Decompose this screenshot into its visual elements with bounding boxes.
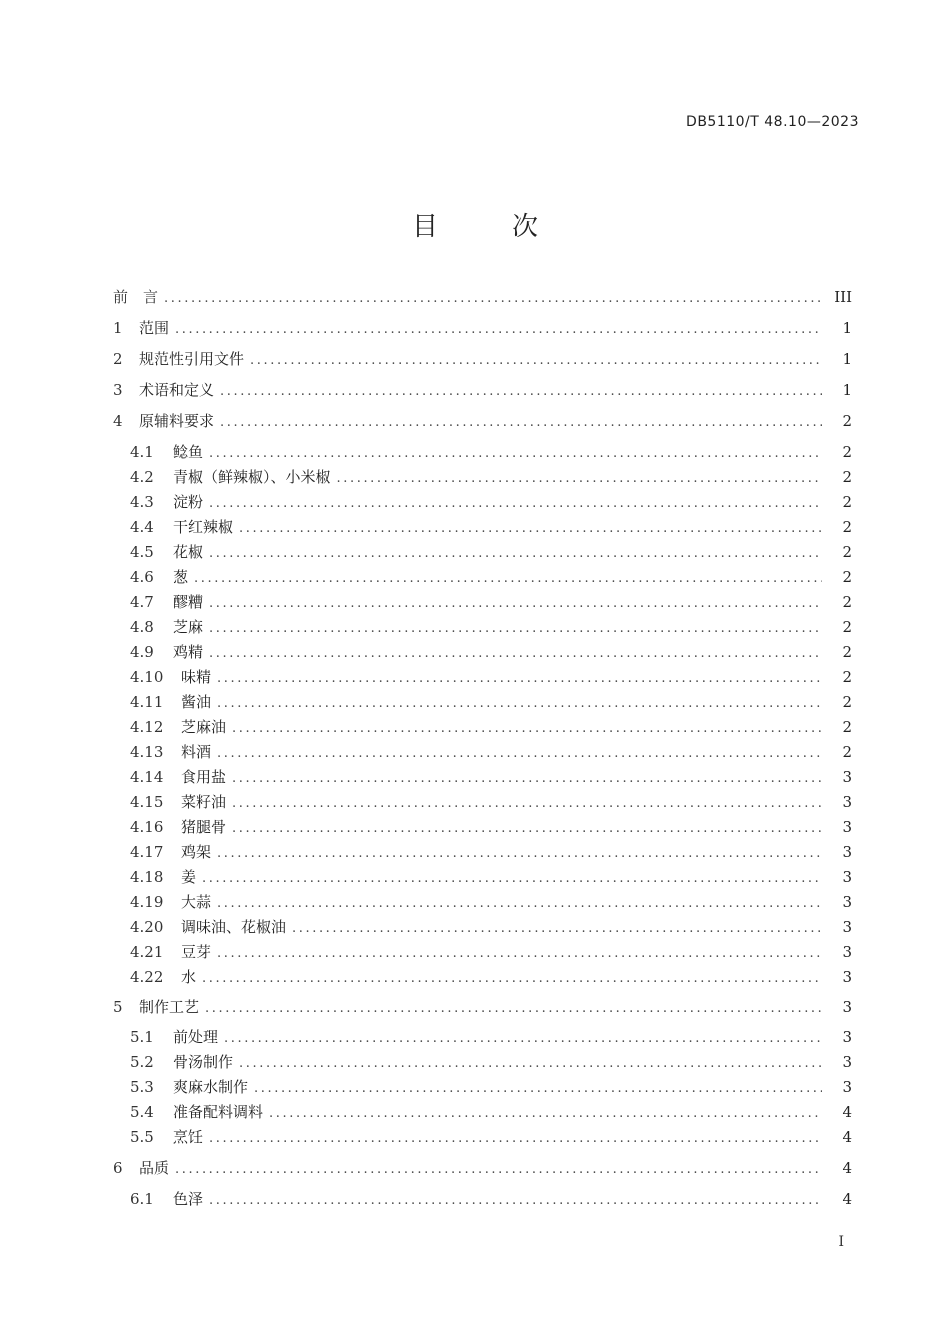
toc-leader-dots: [220, 412, 822, 434]
toc-entry-title: 料酒: [181, 743, 212, 761]
toc-leader-dots: [164, 288, 822, 310]
toc-entry-number: 4.6: [130, 568, 154, 586]
toc-entry-title: 前处理: [173, 1028, 219, 1046]
toc-entry[interactable]: [113, 410, 852, 432]
toc-entry-title: 准备配料调料: [173, 1103, 264, 1121]
toc-entry-number: 4.10: [130, 668, 164, 686]
toc-leader-dots: [232, 818, 822, 840]
toc-entry-title: 品质: [139, 1159, 170, 1177]
toc-entry-page: 3: [842, 1028, 852, 1046]
toc-entry-title: 爽麻水制作: [173, 1078, 249, 1096]
toc-entry-page: 3: [842, 918, 852, 936]
toc-entry-title: 骨汤制作: [173, 1053, 234, 1071]
toc-entry[interactable]: [130, 891, 852, 913]
toc-leader-dots: [209, 493, 822, 515]
toc-entry-number: 4.21: [130, 943, 164, 961]
toc-leader-dots: [224, 1028, 822, 1050]
toc-entry[interactable]: [130, 716, 852, 738]
toc-leader-dots: [239, 518, 822, 540]
toc-entry-page: 3: [842, 868, 852, 886]
toc-entry-title: 食用盐: [181, 768, 227, 786]
toc-leader-dots: [175, 1159, 822, 1181]
toc-entry-title: 水: [181, 968, 197, 986]
toc-entry[interactable]: [130, 1126, 852, 1148]
toc-entry-title: 芝麻油: [181, 718, 227, 736]
toc-leader-dots: [209, 543, 822, 565]
toc-entry-number: 4.20: [130, 918, 164, 936]
toc-entry-page: 3: [842, 893, 852, 911]
toc-entry[interactable]: [130, 941, 852, 963]
toc-leader-dots: [250, 350, 822, 372]
toc-entry-title: 色泽: [173, 1190, 204, 1208]
toc-entry-number: 4.13: [130, 743, 164, 761]
toc-leader-dots: [254, 1078, 822, 1100]
toc-entry-page: 3: [842, 1078, 852, 1096]
toc-entry[interactable]: [130, 766, 852, 788]
toc-leader-dots: [217, 843, 822, 865]
toc-entry-title: 干红辣椒: [173, 518, 234, 536]
toc-entry-number: 6: [113, 1159, 123, 1177]
toc-entry-number: 5.4: [130, 1103, 154, 1121]
toc-entry-page: 2: [842, 412, 852, 430]
toc-entry-page: 2: [842, 693, 852, 711]
toc-entry-title: 烹饪: [173, 1128, 204, 1146]
toc-entry-title: 调味油、花椒油: [181, 918, 287, 936]
toc-entry-title: 鸡架: [181, 843, 212, 861]
toc-entry-number: 5.1: [130, 1028, 154, 1046]
toc-entry-page: 2: [842, 593, 852, 611]
toc-entry[interactable]: [130, 1076, 852, 1098]
toc-entry-title: 大蒜: [181, 893, 212, 911]
toc-entry-title: 原辅料要求: [139, 412, 215, 430]
toc-entry-number: 4.16: [130, 818, 164, 836]
toc-entry-number: 4.15: [130, 793, 164, 811]
toc-entry-page: 2: [842, 618, 852, 636]
toc-entry[interactable]: [130, 641, 852, 663]
toc-entry-title: 醪糟: [173, 593, 204, 611]
toc-entry[interactable]: [113, 286, 852, 308]
toc-leader-dots: [232, 768, 822, 790]
toc-entry-title: 菜籽油: [181, 793, 227, 811]
toc-leader-dots: [209, 1128, 822, 1150]
toc-entry-page: 2: [842, 518, 852, 536]
page-title: 目 次: [411, 212, 562, 242]
toc-entry-page: 1: [842, 350, 852, 368]
toc-entry-page: 2: [842, 743, 852, 761]
toc-entry-title: 芝麻: [173, 618, 204, 636]
toc-leader-dots: [217, 943, 822, 965]
toc-entry-title: 鸡精: [173, 643, 204, 661]
toc-entry[interactable]: [130, 516, 852, 538]
toc-leader-dots: [202, 868, 822, 890]
toc-leader-dots: [205, 998, 822, 1020]
toc-entry-title: 酱油: [181, 693, 212, 711]
toc-leader-dots: [209, 643, 822, 665]
toc-leader-dots: [202, 968, 822, 990]
toc-entry-number: 5.5: [130, 1128, 154, 1146]
toc-entry-page: 2: [842, 718, 852, 736]
toc-entry-number: 4.22: [130, 968, 164, 986]
toc-entry-title: 范围: [139, 319, 170, 337]
toc-entry-number: 4.2: [130, 468, 154, 486]
toc-entry-page: 2: [842, 443, 852, 461]
toc-entry[interactable]: [130, 791, 852, 813]
toc-leader-dots: [292, 918, 822, 940]
toc-entry-title: 鲶鱼: [173, 443, 204, 461]
toc-entry[interactable]: [130, 591, 852, 613]
toc-entry[interactable]: [130, 1051, 852, 1073]
toc-entry[interactable]: [130, 966, 852, 988]
toc-entry-number: 4.4: [130, 518, 154, 536]
toc-entry[interactable]: [130, 816, 852, 838]
toc-entry-number: 3: [113, 381, 123, 399]
toc-entry-page: 2: [842, 643, 852, 661]
toc-entry-title: 花椒: [173, 543, 204, 561]
toc-entry[interactable]: [130, 866, 852, 888]
toc-leader-dots: [209, 443, 822, 465]
toc-leader-dots: [232, 793, 822, 815]
toc-leader-dots: [217, 693, 822, 715]
toc-entry-number: 4.5: [130, 543, 154, 561]
toc-leader-dots: [217, 668, 822, 690]
toc-leader-dots: [220, 381, 822, 403]
toc-entry-number: 4.14: [130, 768, 164, 786]
toc-entry[interactable]: [113, 379, 852, 401]
toc-entry[interactable]: [130, 1101, 852, 1123]
toc-entry-number: 4.8: [130, 618, 154, 636]
toc-entry[interactable]: [130, 691, 852, 713]
toc-entry-number: 4.17: [130, 843, 164, 861]
toc-entry[interactable]: [130, 466, 852, 488]
toc-leader-dots: [175, 319, 822, 341]
toc-entry[interactable]: [130, 1188, 852, 1210]
toc-entry[interactable]: [113, 348, 852, 370]
toc-entry[interactable]: [130, 841, 852, 863]
toc-entry[interactable]: [130, 616, 852, 638]
toc-entry-number: 4.7: [130, 593, 154, 611]
toc-entry[interactable]: [113, 996, 852, 1018]
toc-entry[interactable]: [113, 317, 852, 339]
toc-entry-page: 4: [842, 1103, 852, 1121]
toc-entry-title: 制作工艺: [139, 998, 200, 1016]
toc-entry-number: 4.12: [130, 718, 164, 736]
toc-entry-page: III: [834, 288, 852, 306]
toc-entry-page: 4: [842, 1128, 852, 1146]
toc-entry-number: 4: [113, 412, 123, 430]
toc-leader-dots: [209, 1190, 822, 1212]
toc-entry-number: 4.18: [130, 868, 164, 886]
toc-entry-title: 青椒（鲜辣椒）、小米椒: [173, 468, 331, 486]
toc-entry-page: 3: [842, 998, 852, 1016]
toc-leader-dots: [217, 743, 822, 765]
toc-entry-title: 猪腿骨: [181, 818, 227, 836]
toc-entry-number: 4.3: [130, 493, 154, 511]
toc-entry-title: 术语和定义: [139, 381, 215, 399]
toc-entry-page: 2: [842, 493, 852, 511]
toc-entry[interactable]: [130, 566, 852, 588]
page-number: I: [838, 1234, 844, 1250]
toc-leader-dots: [209, 618, 822, 640]
toc-entry[interactable]: [130, 1026, 852, 1048]
toc-entry-page: 1: [842, 381, 852, 399]
toc-entry-page: 3: [842, 843, 852, 861]
toc-leader-dots: [209, 593, 822, 615]
toc-entry-page: 3: [842, 768, 852, 786]
toc-entry-number: 4.1: [130, 443, 154, 461]
toc-entry-page: 4: [842, 1159, 852, 1177]
toc-entry-title: 规范性引用文件: [139, 350, 245, 368]
toc-entry-page: 3: [842, 818, 852, 836]
toc-entry-number: 5.3: [130, 1078, 154, 1096]
toc-leader-dots: [194, 568, 822, 590]
toc-entry-page: 2: [842, 543, 852, 561]
toc-entry-title: 豆芽: [181, 943, 212, 961]
toc-entry-number: 4.9: [130, 643, 154, 661]
toc-entry-number: 1: [113, 319, 123, 337]
toc-entry[interactable]: [130, 441, 852, 463]
toc-entry-number: 6.1: [130, 1190, 154, 1208]
toc-entry-number: 4.11: [130, 693, 164, 711]
toc-entry-page: 1: [842, 319, 852, 337]
toc-entry-number: 5: [113, 998, 123, 1016]
toc-entry-page: 2: [842, 568, 852, 586]
toc-entry-page: 4: [842, 1190, 852, 1208]
toc-entry[interactable]: [130, 916, 852, 938]
toc-leader-dots: [217, 893, 822, 915]
toc-entry-number: 4.19: [130, 893, 164, 911]
toc-entry[interactable]: [130, 491, 852, 513]
toc-entry-title: 味精: [181, 668, 212, 686]
toc-entry[interactable]: [130, 541, 852, 563]
toc-entry-number: 2: [113, 350, 123, 368]
toc-entry-page: 2: [842, 668, 852, 686]
toc-entry-title: 姜: [181, 868, 197, 886]
toc-entry-page: 3: [842, 1053, 852, 1071]
toc-leader-dots: [239, 1053, 822, 1075]
toc-entry-page: 2: [842, 468, 852, 486]
toc-entry-title: 葱: [173, 568, 189, 586]
toc-entry[interactable]: [130, 741, 852, 763]
toc-entry-title: 淀粉: [173, 493, 204, 511]
toc-entry-page: 3: [842, 968, 852, 986]
toc-entry-page: 3: [842, 943, 852, 961]
toc-entry-number: 5.2: [130, 1053, 154, 1071]
toc-entry[interactable]: [113, 1157, 852, 1179]
toc-leader-dots: [269, 1103, 822, 1125]
toc-leader-dots: [232, 718, 822, 740]
toc-entry-number: 前 言: [113, 288, 159, 306]
toc-entry[interactable]: [130, 666, 852, 688]
document-id: DB5110/T 48.10—2023: [686, 114, 859, 130]
toc-leader-dots: [337, 468, 822, 490]
toc-entry-page: 3: [842, 793, 852, 811]
